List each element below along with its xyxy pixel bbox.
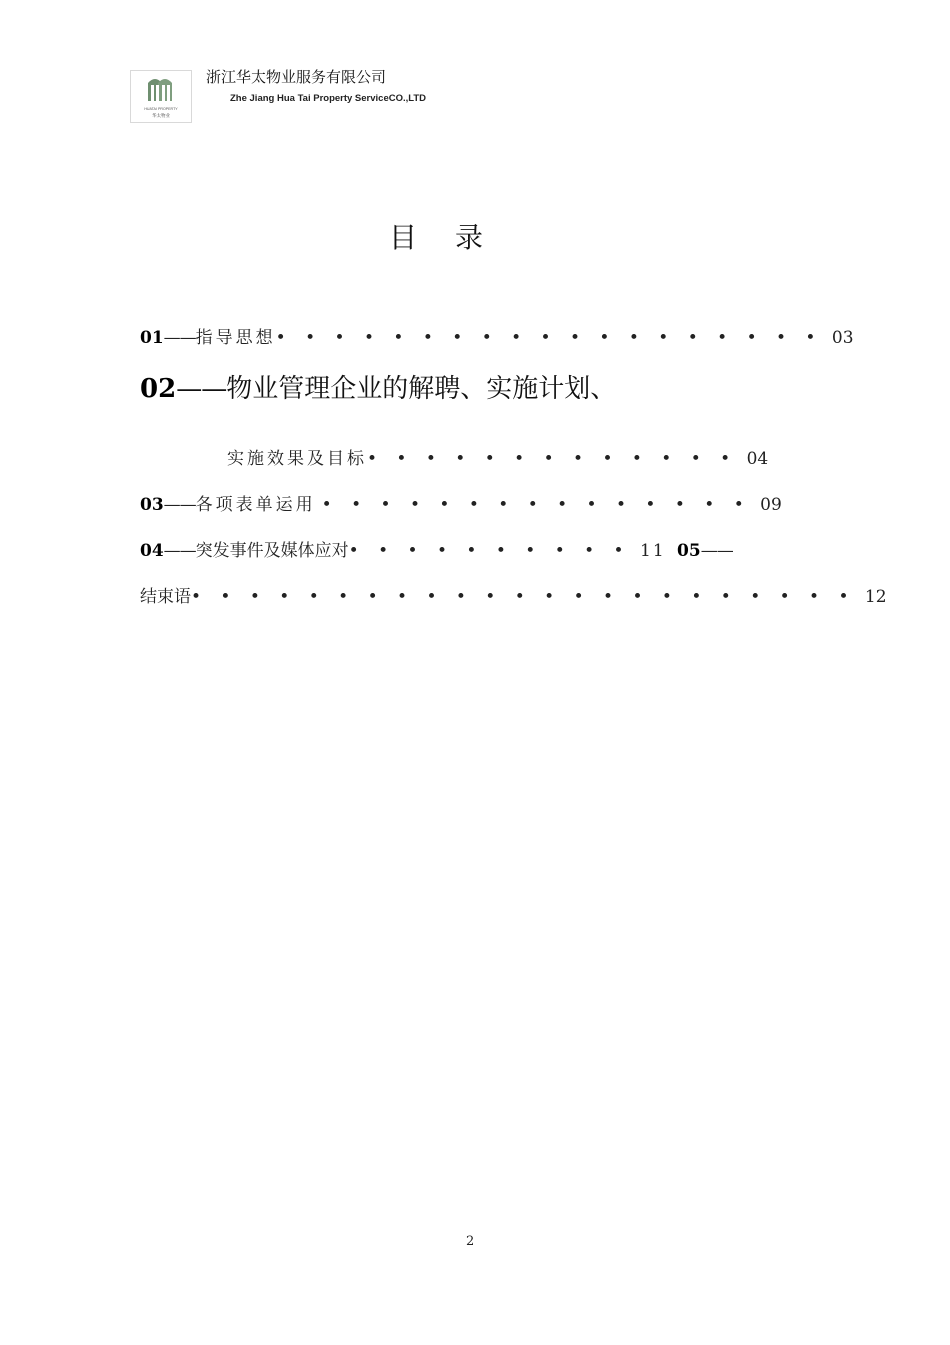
toc-entry-page: 12 bbox=[864, 587, 887, 607]
toc-entry-page: 11 bbox=[640, 541, 666, 561]
toc-entry-label: 物业管理企业的解聘、实施计划、 bbox=[226, 374, 617, 404]
toc-title: 目录 bbox=[389, 221, 522, 254]
toc-entry-dash: —— bbox=[163, 541, 196, 561]
toc-entry-label: 指导思想 bbox=[195, 328, 276, 348]
toc-entry-page: 03 bbox=[831, 328, 854, 348]
toc-entry-number: 03 bbox=[140, 495, 164, 515]
company-name-cn: 浙江华太物业服务有限公司 bbox=[206, 68, 387, 86]
toc-entry-dash: —— bbox=[163, 328, 196, 348]
toc-entry-number: 04 bbox=[140, 541, 164, 561]
toc-leader-dots: • • • • • • • • • • • • • • • • • • • • • • • bbox=[191, 587, 856, 607]
toc-entry-dash: —— bbox=[163, 495, 196, 515]
toc-entry-03[interactable] bbox=[140, 493, 782, 517]
toc-entry-dash: —— bbox=[176, 374, 227, 404]
toc-leader-dots: • • • • • • • • • • • • • bbox=[367, 449, 738, 469]
toc-leader-dots: • • • • • • • • • • • • • • • • • • • bbox=[275, 328, 823, 348]
toc-entry-label: 各项表单运用 bbox=[195, 495, 316, 515]
toc-entry-page: 04 bbox=[746, 449, 769, 469]
page-number: 2 bbox=[466, 1234, 475, 1249]
toc-entry-label: 突发事件及媒体应对 bbox=[195, 541, 349, 561]
toc-entry-02-continuation[interactable] bbox=[227, 447, 768, 471]
building-logo-icon bbox=[131, 71, 191, 122]
toc-entry-04[interactable] bbox=[140, 539, 733, 563]
toc-entry-dash-05: —— bbox=[700, 541, 733, 561]
toc-leader-dots: • • • • • • • • • • bbox=[348, 541, 631, 561]
company-logo bbox=[130, 70, 192, 123]
toc-entry-page: 09 bbox=[760, 495, 782, 515]
toc-leader-dots: • • • • • • • • • • • • • • • bbox=[321, 495, 751, 515]
toc-entry-02[interactable] bbox=[140, 372, 616, 406]
logo-caption-bottom: 华太物业 bbox=[152, 114, 170, 119]
toc-entry-number: 01 bbox=[140, 328, 164, 348]
toc-entry-label: 结束语 bbox=[140, 587, 191, 607]
toc-entry-01[interactable] bbox=[140, 326, 854, 350]
toc-entry-05[interactable] bbox=[140, 585, 887, 609]
toc-entry-number: 02 bbox=[140, 374, 177, 404]
toc-entry-number-05: 05 bbox=[677, 541, 701, 561]
toc-entry-label-continuation: 实施效果及目标 bbox=[227, 449, 367, 469]
logo-caption-top: HUATAI PROPERTY bbox=[144, 107, 178, 111]
company-name-en: Zhe Jiang Hua Tai Property ServiceCO.,LTD bbox=[230, 93, 427, 104]
